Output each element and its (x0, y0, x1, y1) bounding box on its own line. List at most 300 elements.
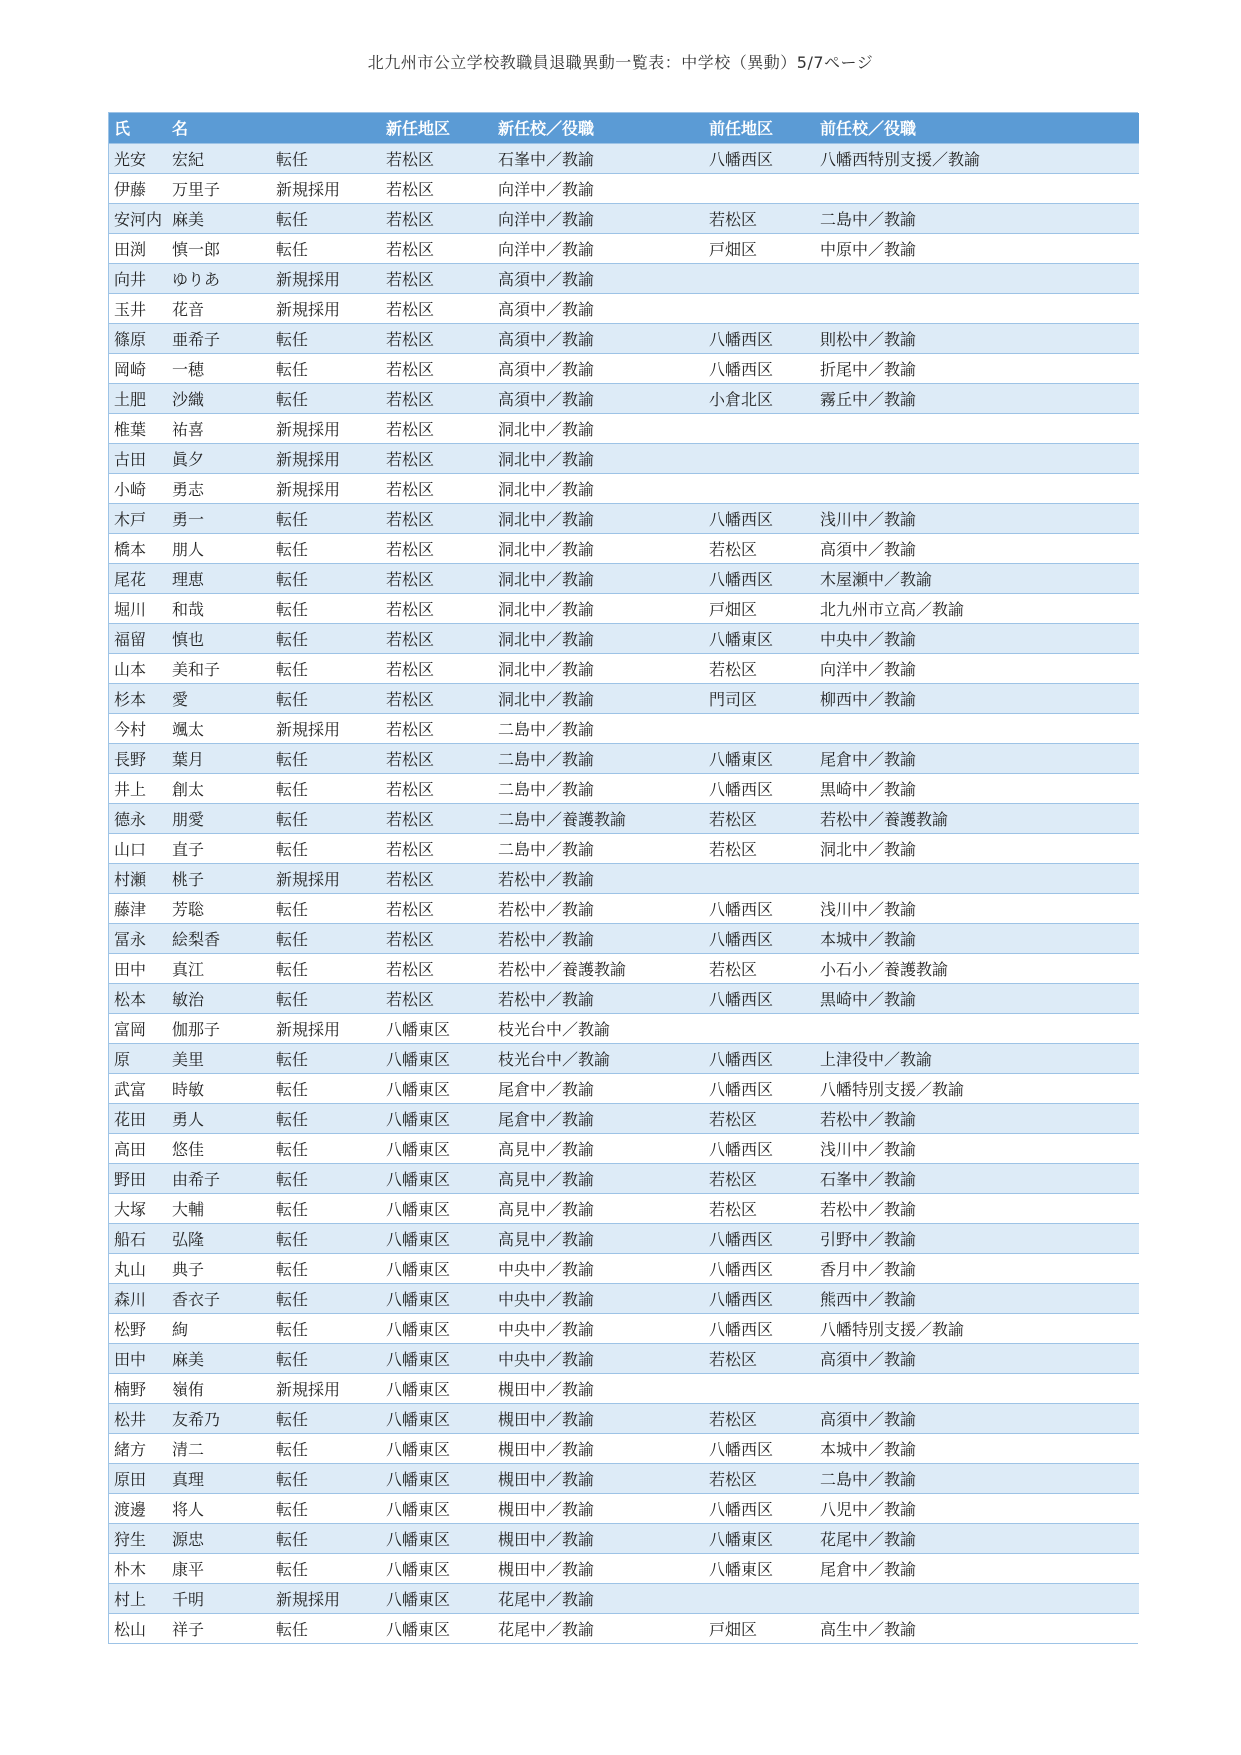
cell-new-area: 若松区 (381, 773, 493, 803)
cell-prev-school-role (815, 173, 1139, 203)
cell-type: 新規採用 (271, 863, 381, 893)
cell-prev-school-role: 香月中／教諭 (815, 1253, 1139, 1283)
cell-new-area: 若松区 (381, 893, 493, 923)
cell-new-school-role: 槻田中／教諭 (493, 1463, 704, 1493)
column-header-given-name: 名 (172, 119, 189, 139)
cell-prev-school-role: 高須中／教諭 (815, 1343, 1139, 1373)
table-row (109, 1013, 1139, 1043)
cell-new-school-role: 高見中／教諭 (493, 1163, 704, 1193)
cell-given-name: 勇人 (167, 1103, 271, 1133)
cell-prev-area: 若松区 (704, 1463, 815, 1493)
cell-given-name: 麻美 (167, 203, 271, 233)
table-row (109, 1193, 1139, 1223)
table-row (109, 1043, 1139, 1073)
cell-type: 転任 (271, 1433, 381, 1463)
cell-prev-school-role (815, 263, 1139, 293)
cell-prev-school-role: 若松中／養護教諭 (815, 803, 1139, 833)
cell-new-school-role: 洞北中／教諭 (493, 533, 704, 563)
cell-given-name: 典子 (167, 1253, 271, 1283)
cell-family-name: 山本 (109, 653, 167, 683)
cell-type: 新規採用 (271, 473, 381, 503)
cell-prev-area (704, 263, 815, 293)
cell-new-school-role: 洞北中／教諭 (493, 503, 704, 533)
cell-family-name: 堀川 (109, 593, 167, 623)
table-row (109, 233, 1139, 263)
cell-prev-school-role (815, 413, 1139, 443)
cell-new-area: 八幡東区 (381, 1193, 493, 1223)
cell-new-area: 若松区 (381, 833, 493, 863)
table-row (109, 503, 1139, 533)
cell-given-name: 万里子 (167, 173, 271, 203)
cell-given-name: 真理 (167, 1463, 271, 1493)
cell-type: 転任 (271, 1553, 381, 1583)
cell-new-area: 若松区 (381, 983, 493, 1013)
table-row (109, 173, 1139, 203)
cell-given-name: 勇志 (167, 473, 271, 503)
table-row (109, 1313, 1139, 1343)
cell-new-area: 若松区 (381, 233, 493, 263)
cell-type: 新規採用 (271, 263, 381, 293)
cell-prev-area: 若松区 (704, 1193, 815, 1223)
cell-type: 転任 (271, 1133, 381, 1163)
cell-new-area: 若松区 (381, 743, 493, 773)
cell-prev-area: 若松区 (704, 833, 815, 863)
cell-new-school-role: 二島中／教諭 (493, 833, 704, 863)
table-row (109, 893, 1139, 923)
cell-prev-area (704, 1013, 815, 1043)
table-row (109, 1133, 1139, 1163)
cell-given-name: 一穂 (167, 353, 271, 383)
cell-new-school-role: 石峯中／教諭 (493, 143, 704, 173)
cell-new-area: 八幡東区 (381, 1013, 493, 1043)
table-row (109, 1253, 1139, 1283)
cell-new-school-role: 二島中／教諭 (493, 773, 704, 803)
cell-new-area: 八幡東区 (381, 1463, 493, 1493)
cell-given-name: 康平 (167, 1553, 271, 1583)
cell-family-name: 高田 (109, 1133, 167, 1163)
cell-type: 転任 (271, 323, 381, 353)
cell-family-name: 古田 (109, 443, 167, 473)
table-row (109, 143, 1139, 173)
cell-prev-school-role: 尾倉中／教諭 (815, 743, 1139, 773)
cell-new-school-role: 向洋中／教諭 (493, 203, 704, 233)
cell-new-area: 八幡東区 (381, 1613, 493, 1643)
cell-given-name: 慎也 (167, 623, 271, 653)
cell-prev-area (704, 1583, 815, 1613)
cell-new-area: 若松区 (381, 353, 493, 383)
cell-given-name: 将人 (167, 1493, 271, 1523)
cell-type: 転任 (271, 1313, 381, 1343)
cell-given-name: 創太 (167, 773, 271, 803)
cell-family-name: 長野 (109, 743, 167, 773)
column-header-prev-school-role: 前任校／役職 (820, 119, 917, 139)
cell-family-name: 椎葉 (109, 413, 167, 443)
cell-given-name: 颯太 (167, 713, 271, 743)
cell-prev-area: 八幡西区 (704, 1223, 815, 1253)
cell-new-school-role: 高須中／教諭 (493, 263, 704, 293)
table-row (109, 773, 1139, 803)
table-row (109, 1583, 1139, 1613)
cell-type: 転任 (271, 923, 381, 953)
cell-new-school-role: 高須中／教諭 (493, 383, 704, 413)
cell-new-area: 若松区 (381, 173, 493, 203)
cell-type: 転任 (271, 1523, 381, 1553)
cell-given-name: 伽那子 (167, 1013, 271, 1043)
cell-type: 新規採用 (271, 713, 381, 743)
table-row (109, 1373, 1139, 1403)
cell-new-school-role: 高須中／教諭 (493, 323, 704, 353)
cell-prev-area (704, 293, 815, 323)
cell-prev-area: 八幡西区 (704, 1313, 815, 1343)
cell-family-name: 岡崎 (109, 353, 167, 383)
cell-prev-area: 八幡西区 (704, 1283, 815, 1313)
table-row (109, 1103, 1139, 1133)
cell-prev-area (704, 863, 815, 893)
cell-new-area: 八幡東区 (381, 1253, 493, 1283)
cell-new-area: 若松区 (381, 923, 493, 953)
cell-type: 転任 (271, 503, 381, 533)
cell-new-area: 八幡東区 (381, 1133, 493, 1163)
cell-prev-school-role: 二島中／教諭 (815, 203, 1139, 233)
cell-type: 転任 (271, 623, 381, 653)
cell-type: 転任 (271, 533, 381, 563)
cell-new-school-role: 槻田中／教諭 (493, 1403, 704, 1433)
table-row (109, 323, 1139, 353)
cell-family-name: 楠野 (109, 1373, 167, 1403)
cell-new-school-role: 若松中／教諭 (493, 923, 704, 953)
cell-new-school-role: 枝光台中／教諭 (493, 1013, 704, 1043)
cell-new-school-role: 若松中／教諭 (493, 893, 704, 923)
cell-given-name: 祐喜 (167, 413, 271, 443)
table-row (109, 1343, 1139, 1373)
cell-family-name: 山口 (109, 833, 167, 863)
cell-type: 転任 (271, 593, 381, 623)
cell-new-school-role: 洞北中／教諭 (493, 413, 704, 443)
cell-new-area: 若松区 (381, 593, 493, 623)
cell-prev-area: 若松区 (704, 1343, 815, 1373)
cell-family-name: 尾花 (109, 563, 167, 593)
cell-family-name: 松野 (109, 1313, 167, 1343)
cell-given-name: 朋愛 (167, 803, 271, 833)
table-row (109, 383, 1139, 413)
cell-type: 転任 (271, 1193, 381, 1223)
cell-given-name: 敏治 (167, 983, 271, 1013)
cell-new-school-role: 槻田中／教諭 (493, 1373, 704, 1403)
cell-prev-area: 若松区 (704, 203, 815, 233)
cell-new-school-role: 洞北中／教諭 (493, 563, 704, 593)
cell-prev-school-role (815, 443, 1139, 473)
cell-prev-school-role: 浅川中／教諭 (815, 893, 1139, 923)
cell-prev-area: 八幡西区 (704, 353, 815, 383)
cell-family-name: 安河内 (109, 203, 167, 233)
cell-prev-school-role: 石峯中／教諭 (815, 1163, 1139, 1193)
cell-family-name: 小崎 (109, 473, 167, 503)
cell-given-name: 眞夕 (167, 443, 271, 473)
cell-new-area: 八幡東区 (381, 1553, 493, 1583)
table-row (109, 803, 1139, 833)
cell-type: 転任 (271, 1253, 381, 1283)
cell-new-school-role: 若松中／養護教諭 (493, 953, 704, 983)
table-row (109, 1553, 1139, 1583)
cell-new-school-role: 槻田中／教諭 (493, 1493, 704, 1523)
cell-type: 転任 (271, 1403, 381, 1433)
column-header-new-area: 新任地区 (386, 119, 451, 139)
cell-family-name: 玉井 (109, 293, 167, 323)
cell-type: 転任 (271, 1283, 381, 1313)
cell-type: 転任 (271, 983, 381, 1013)
cell-new-school-role: 花尾中／教諭 (493, 1583, 704, 1613)
cell-new-school-role: 二島中／教諭 (493, 713, 704, 743)
cell-new-school-role: 枝光台中／教諭 (493, 1043, 704, 1073)
cell-prev-area: 戸畑区 (704, 233, 815, 263)
cell-family-name: 井上 (109, 773, 167, 803)
cell-prev-school-role: 黒崎中／教諭 (815, 983, 1139, 1013)
cell-prev-school-role: 折尾中／教諭 (815, 353, 1139, 383)
cell-family-name: 木戸 (109, 503, 167, 533)
cell-prev-school-role: 八幡特別支援／教諭 (815, 1073, 1139, 1103)
cell-given-name: 朋人 (167, 533, 271, 563)
cell-new-area: 八幡東区 (381, 1073, 493, 1103)
cell-prev-area: 八幡西区 (704, 1073, 815, 1103)
cell-type: 新規採用 (271, 173, 381, 203)
cell-given-name: 慎一郎 (167, 233, 271, 263)
cell-prev-area (704, 1373, 815, 1403)
cell-prev-area: 戸畑区 (704, 1613, 815, 1643)
cell-family-name: 富岡 (109, 1013, 167, 1043)
cell-given-name: 源忠 (167, 1523, 271, 1553)
cell-prev-school-role: 中原中／教諭 (815, 233, 1139, 263)
cell-new-area: 若松区 (381, 623, 493, 653)
cell-family-name: 福留 (109, 623, 167, 653)
cell-type: 転任 (271, 1493, 381, 1523)
cell-prev-school-role: 高須中／教諭 (815, 533, 1139, 563)
table-row (109, 203, 1139, 233)
cell-type: 転任 (271, 233, 381, 263)
cell-new-area: 八幡東区 (381, 1103, 493, 1133)
cell-family-name: 藤津 (109, 893, 167, 923)
cell-type: 転任 (271, 1163, 381, 1193)
table-row (109, 1463, 1139, 1493)
cell-type: 新規採用 (271, 293, 381, 323)
cell-prev-school-role (815, 1373, 1139, 1403)
table-row (109, 833, 1139, 863)
cell-prev-area: 若松区 (704, 1403, 815, 1433)
cell-given-name: 直子 (167, 833, 271, 863)
cell-family-name: 篠原 (109, 323, 167, 353)
cell-new-school-role: 若松中／教諭 (493, 983, 704, 1013)
cell-family-name: 村瀬 (109, 863, 167, 893)
cell-prev-school-role: 八幡西特別支援／教諭 (815, 143, 1139, 173)
cell-prev-area: 若松区 (704, 1103, 815, 1133)
cell-new-school-role: 洞北中／教諭 (493, 683, 704, 713)
cell-prev-school-role (815, 1013, 1139, 1043)
cell-new-area: 若松区 (381, 713, 493, 743)
cell-prev-area: 八幡西区 (704, 773, 815, 803)
cell-prev-area: 八幡西区 (704, 503, 815, 533)
cell-new-school-role: 高見中／教諭 (493, 1193, 704, 1223)
cell-new-area: 若松区 (381, 653, 493, 683)
cell-prev-area: 八幡東区 (704, 1553, 815, 1583)
cell-prev-school-role: 小石小／養護教諭 (815, 953, 1139, 983)
cell-family-name: 今村 (109, 713, 167, 743)
table-row (109, 953, 1139, 983)
cell-new-school-role: 向洋中／教諭 (493, 173, 704, 203)
cell-prev-school-role: 黒崎中／教諭 (815, 773, 1139, 803)
cell-new-area: 若松区 (381, 413, 493, 443)
cell-family-name: 大塚 (109, 1193, 167, 1223)
cell-new-school-role: 二島中／教諭 (493, 743, 704, 773)
cell-prev-area: 八幡西区 (704, 923, 815, 953)
cell-type: 新規採用 (271, 413, 381, 443)
cell-new-area: 若松区 (381, 323, 493, 353)
cell-prev-school-role: 則松中／教諭 (815, 323, 1139, 353)
cell-family-name: 冨永 (109, 923, 167, 953)
cell-new-area: 若松区 (381, 683, 493, 713)
cell-family-name: 德永 (109, 803, 167, 833)
cell-given-name: 芳聡 (167, 893, 271, 923)
cell-type: 転任 (271, 833, 381, 863)
cell-new-area: 若松区 (381, 953, 493, 983)
cell-type: 転任 (271, 953, 381, 983)
cell-prev-school-role: 高須中／教諭 (815, 1403, 1139, 1433)
cell-prev-area: 門司区 (704, 683, 815, 713)
cell-prev-school-role: 上津役中／教諭 (815, 1043, 1139, 1073)
cell-family-name: 向井 (109, 263, 167, 293)
cell-prev-area: 八幡東区 (704, 1523, 815, 1553)
cell-prev-area: 八幡西区 (704, 563, 815, 593)
table-row (109, 443, 1139, 473)
cell-prev-school-role: 八児中／教諭 (815, 1493, 1139, 1523)
cell-given-name: 美里 (167, 1043, 271, 1073)
cell-prev-school-role: 向洋中／教諭 (815, 653, 1139, 683)
cell-prev-school-role: 二島中／教諭 (815, 1463, 1139, 1493)
cell-prev-school-role: 若松中／教諭 (815, 1193, 1139, 1223)
cell-new-school-role: 洞北中／教諭 (493, 623, 704, 653)
table-row (109, 263, 1139, 293)
table-row (109, 623, 1139, 653)
cell-new-area: 八幡東区 (381, 1163, 493, 1193)
cell-given-name: 悠佳 (167, 1133, 271, 1163)
cell-new-school-role: 中央中／教諭 (493, 1283, 704, 1313)
cell-prev-school-role: 本城中／教諭 (815, 923, 1139, 953)
cell-type: 転任 (271, 893, 381, 923)
cell-given-name: 沙織 (167, 383, 271, 413)
cell-prev-school-role (815, 473, 1139, 503)
cell-new-area: 若松区 (381, 803, 493, 833)
cell-given-name: 桃子 (167, 863, 271, 893)
cell-prev-area: 八幡西区 (704, 1253, 815, 1283)
cell-given-name: 亜希子 (167, 323, 271, 353)
cell-prev-school-role (815, 1583, 1139, 1613)
cell-prev-area: 八幡西区 (704, 1043, 815, 1073)
cell-new-area: 八幡東区 (381, 1043, 493, 1073)
cell-family-name: 緒方 (109, 1433, 167, 1463)
table-row (109, 1523, 1139, 1553)
cell-family-name: 橋本 (109, 533, 167, 563)
cell-type: 転任 (271, 653, 381, 683)
cell-given-name: 理恵 (167, 563, 271, 593)
cell-family-name: 原田 (109, 1463, 167, 1493)
cell-prev-school-role: 洞北中／教諭 (815, 833, 1139, 863)
cell-family-name: 土肥 (109, 383, 167, 413)
table-header-row (109, 113, 1139, 143)
cell-given-name: 弘隆 (167, 1223, 271, 1253)
cell-prev-school-role: 引野中／教諭 (815, 1223, 1139, 1253)
cell-prev-area: 八幡東区 (704, 623, 815, 653)
cell-new-school-role: 高須中／教諭 (493, 293, 704, 323)
cell-prev-area (704, 713, 815, 743)
cell-new-area: 八幡東区 (381, 1223, 493, 1253)
table-row (109, 563, 1139, 593)
cell-prev-area: 八幡西区 (704, 323, 815, 353)
cell-new-school-role: 槻田中／教諭 (493, 1523, 704, 1553)
cell-new-area: 若松区 (381, 503, 493, 533)
cell-new-area: 八幡東区 (381, 1523, 493, 1553)
cell-given-name: 清二 (167, 1433, 271, 1463)
cell-prev-area (704, 473, 815, 503)
cell-family-name: 光安 (109, 143, 167, 173)
page-title: 北九州市公立学校教職員退職異動一覧表：中学校（異動）5/7ページ (367, 53, 874, 72)
cell-prev-area: 小倉北区 (704, 383, 815, 413)
cell-family-name: 松山 (109, 1613, 167, 1643)
cell-new-area: 若松区 (381, 263, 493, 293)
cell-given-name: 愛 (167, 683, 271, 713)
table-row (109, 473, 1139, 503)
cell-new-school-role: 中央中／教諭 (493, 1313, 704, 1343)
cell-new-school-role: 洞北中／教諭 (493, 653, 704, 683)
cell-type: 転任 (271, 803, 381, 833)
cell-prev-area: 八幡西区 (704, 983, 815, 1013)
cell-new-area: 八幡東区 (381, 1583, 493, 1613)
table-row (109, 413, 1139, 443)
cell-family-name: 原 (109, 1043, 167, 1073)
cell-given-name: 時敏 (167, 1073, 271, 1103)
cell-new-area: 八幡東区 (381, 1493, 493, 1523)
cell-prev-area: 八幡西区 (704, 1433, 815, 1463)
cell-new-area: 若松区 (381, 293, 493, 323)
cell-given-name: 千明 (167, 1583, 271, 1613)
cell-new-area: 若松区 (381, 863, 493, 893)
cell-prev-school-role: 木屋瀬中／教諭 (815, 563, 1139, 593)
cell-new-area: 八幡東区 (381, 1373, 493, 1403)
cell-given-name: 絢 (167, 1313, 271, 1343)
cell-given-name: 麻美 (167, 1343, 271, 1373)
table-row (109, 593, 1139, 623)
cell-family-name: 松井 (109, 1403, 167, 1433)
cell-type: 転任 (271, 1343, 381, 1373)
cell-prev-school-role: 中央中／教諭 (815, 623, 1139, 653)
cell-new-school-role: 高見中／教諭 (493, 1223, 704, 1253)
table-row (109, 923, 1139, 953)
cell-given-name: 由希子 (167, 1163, 271, 1193)
cell-new-school-role: 高須中／教諭 (493, 353, 704, 383)
cell-family-name: 森川 (109, 1283, 167, 1313)
cell-family-name: 田渕 (109, 233, 167, 263)
table-row (109, 1283, 1139, 1313)
table-row (109, 713, 1139, 743)
cell-given-name: 美和子 (167, 653, 271, 683)
cell-given-name: 絵梨香 (167, 923, 271, 953)
cell-new-school-role: 洞北中／教諭 (493, 593, 704, 623)
cell-new-school-role: 中央中／教諭 (493, 1343, 704, 1373)
table-body (109, 143, 1139, 1643)
cell-type: 転任 (271, 203, 381, 233)
cell-type: 転任 (271, 563, 381, 593)
cell-prev-school-role (815, 293, 1139, 323)
transfer-table-container (108, 112, 1138, 1644)
cell-new-school-role: 槻田中／教諭 (493, 1433, 704, 1463)
table-row (109, 1163, 1139, 1193)
